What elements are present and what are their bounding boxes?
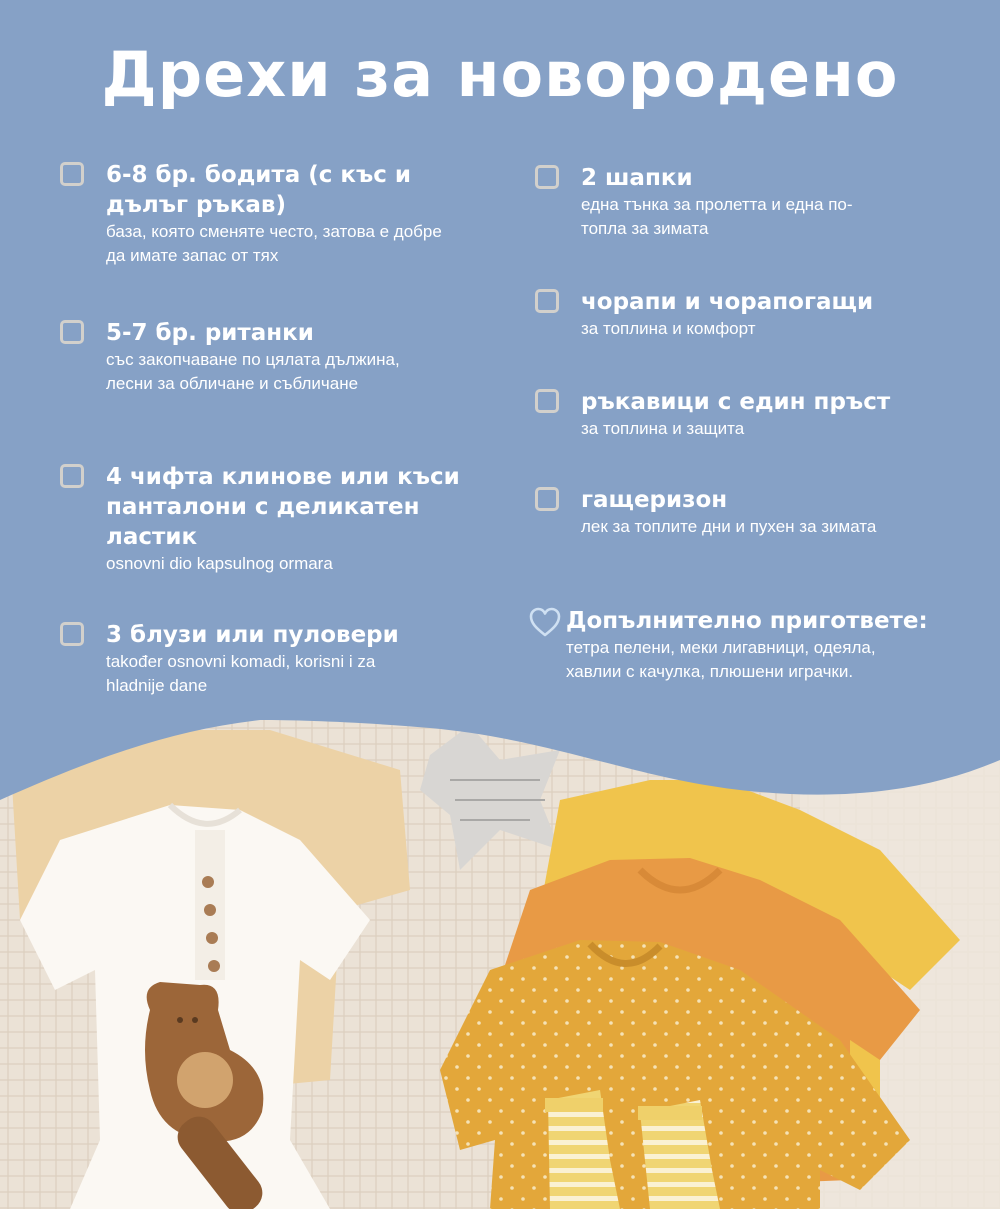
item-description: лек за топлите дни и пухен за зимата — [581, 517, 877, 536]
list-item — [60, 620, 460, 698]
extra-section — [528, 606, 946, 684]
item-heading: чорапи и чорапогащи — [581, 289, 874, 315]
list-item — [535, 485, 955, 539]
list-item — [535, 163, 935, 241]
list-item — [60, 160, 460, 268]
item-heading: гащеризон — [581, 487, 728, 513]
checkbox-icon — [60, 622, 84, 646]
item-description: за топлина и защита — [581, 419, 745, 438]
checkbox-icon — [60, 320, 84, 344]
list-item — [60, 318, 460, 396]
checkbox-icon — [60, 464, 84, 488]
item-description: база, която сменяте често, затова е добре да имате запас от тях — [106, 222, 442, 265]
list-item — [60, 462, 480, 576]
extra-description: тетра пелени, меки лигавници, одеяла, хавлии с качулка, плюшени играчки. — [566, 638, 876, 681]
baby-clothes-photo — [0, 720, 1000, 1209]
item-description: една тънка за пролетта и една по-топла за зимата — [581, 195, 853, 238]
item-heading: 2 шапки — [581, 165, 693, 191]
page-title: Дрехи за новородено — [101, 38, 899, 111]
checkbox-icon — [535, 487, 559, 511]
item-description: за топлина и комфорт — [581, 319, 756, 338]
checkbox-icon — [60, 162, 84, 186]
checkbox-icon — [535, 165, 559, 189]
item-description: također osnovni komadi, korisni i za hladnije dane — [106, 652, 376, 695]
item-heading: 4 чифта клинове или къси панталони с деликатен ластик — [106, 464, 460, 550]
extra-heading: Допълнително пригответе: — [566, 608, 928, 634]
list-item — [535, 287, 955, 341]
item-description: osnovni dio kapsulnog ormara — [106, 554, 333, 573]
item-description: със закопчаване по цялата дължина, лесни за обличане и събличане — [106, 350, 400, 393]
heart-icon — [528, 606, 562, 638]
list-item — [535, 387, 955, 441]
item-heading: 5-7 бр. ританки — [106, 320, 314, 346]
checkbox-icon — [535, 289, 559, 313]
checkbox-icon — [535, 389, 559, 413]
item-heading: 6-8 бр. бодита (с къс и дълъг ръкав) — [106, 162, 412, 218]
item-heading: ръкавици с един пръст — [581, 389, 891, 415]
item-heading: 3 блузи или пуловери — [106, 622, 399, 648]
